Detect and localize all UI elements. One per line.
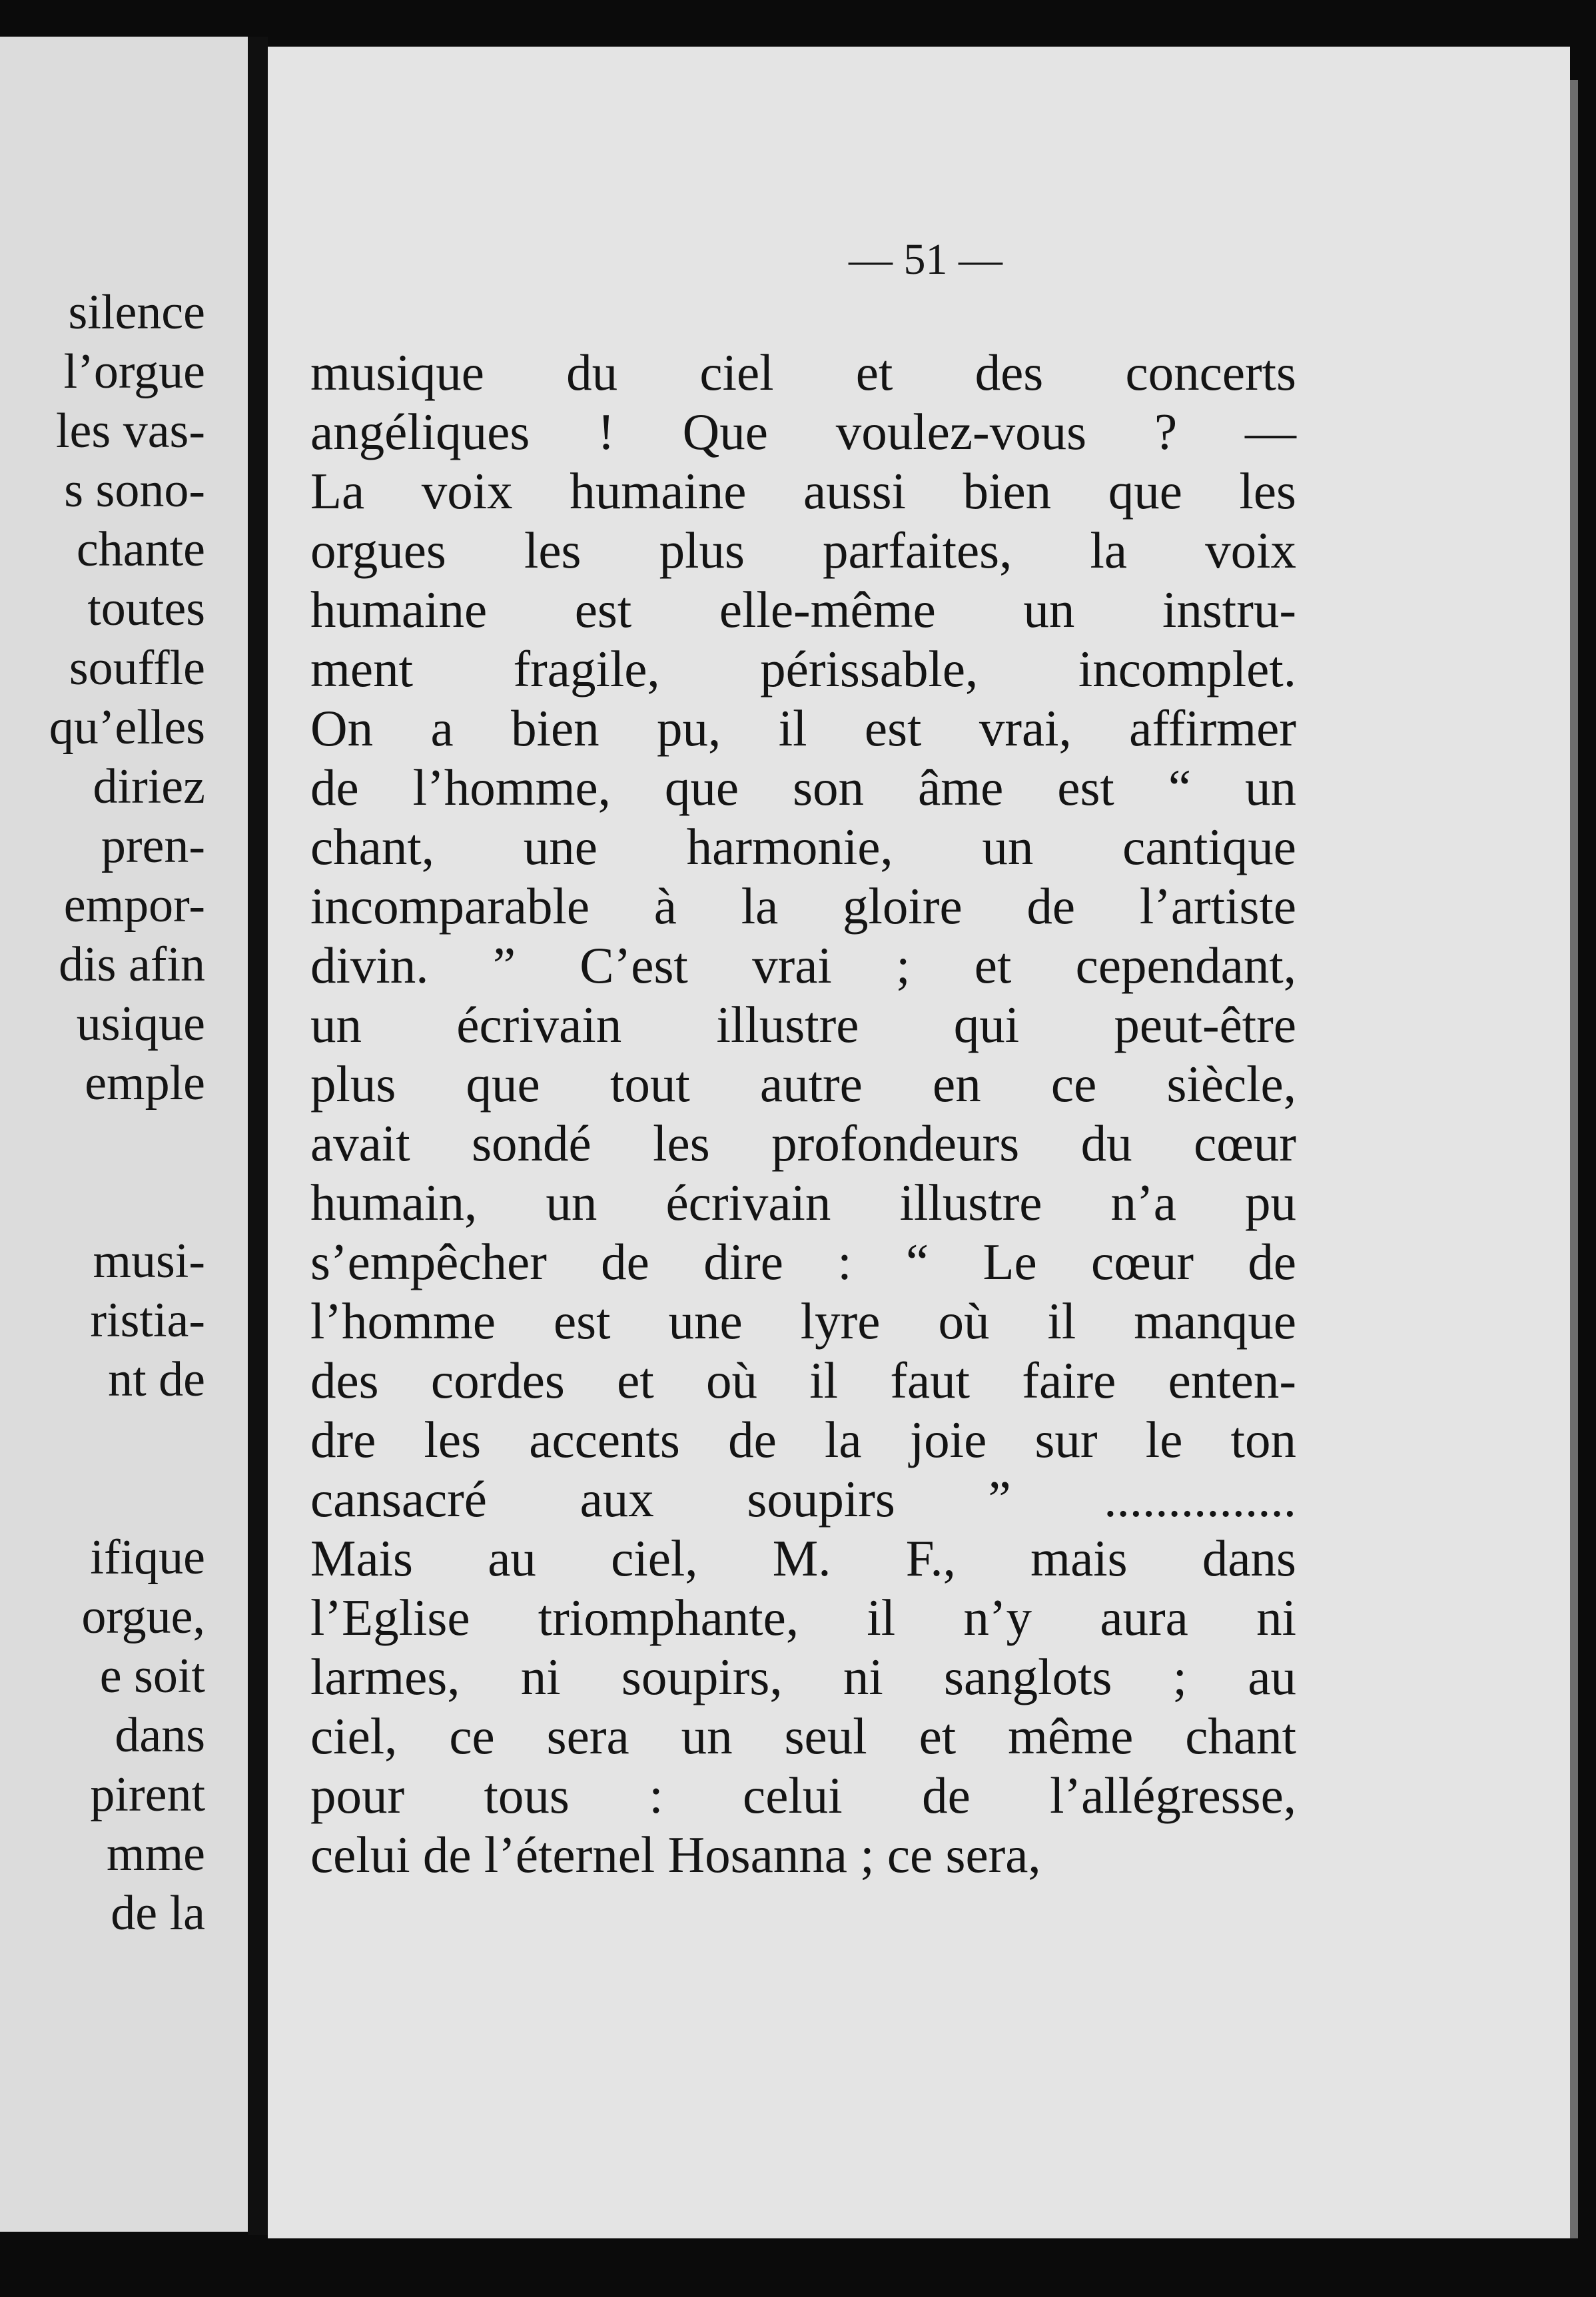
text-line: mme xyxy=(107,1827,205,1881)
text-line: musi- xyxy=(93,1234,205,1288)
facing-page-left xyxy=(0,37,248,2232)
text-line: plus que tout autre en ce siècle, xyxy=(310,1055,1296,1113)
text-line: emple xyxy=(85,1056,205,1111)
text-line: cansacré aux soupirs ” ............... xyxy=(310,1470,1296,1528)
page-edge xyxy=(1570,80,1578,2238)
text-line: celui de l’éternel Hosanna ; ce sera, xyxy=(310,1826,1041,1883)
text-line: nt de xyxy=(108,1352,205,1407)
text-line xyxy=(49,1410,205,1469)
text-line: humaine est elle-même un instru- xyxy=(310,581,1296,638)
text-line: orgues les plus parfaites, la voix xyxy=(310,522,1296,579)
text-line: ifique xyxy=(90,1530,205,1585)
text-line: s’empêcher de dire : “ Le cœur de xyxy=(310,1233,1296,1290)
text-line: humain, un écrivain illustre n’a pu xyxy=(310,1174,1296,1231)
text-line: ment fragile, périssable, incomplet. xyxy=(310,640,1296,697)
text-line xyxy=(49,1113,205,1172)
text-line: s sono- xyxy=(64,463,205,518)
left-page-text xyxy=(49,283,205,1943)
text-line: avait sondé les profondeurs du cœur xyxy=(310,1115,1296,1172)
text-line: l’orgue xyxy=(63,344,205,399)
text-line: e soit xyxy=(99,1649,205,1703)
text-line: chant, une harmonie, un cantique xyxy=(310,818,1296,875)
text-line: un écrivain illustre qui peut-être xyxy=(310,996,1296,1053)
text-line: diriez xyxy=(93,759,205,814)
book-gutter xyxy=(248,37,268,2235)
text-line: pour tous : celui de l’allégresse, xyxy=(310,1767,1296,1824)
text-line: dis afin xyxy=(59,937,205,992)
text-line: On a bien pu, il est vrai, affirmer xyxy=(310,699,1296,757)
text-line: orgue, xyxy=(81,1590,205,1644)
text-line: larmes, ni soupirs, ni sanglots ; au xyxy=(310,1648,1296,1705)
text-line: des cordes et où il faut faire enten- xyxy=(310,1352,1296,1409)
text-line: dans xyxy=(115,1708,205,1763)
page-right xyxy=(268,47,1570,2238)
text-line: l’homme est une lyre où il manque xyxy=(310,1292,1296,1350)
text-line: chante xyxy=(76,522,205,577)
text-line: empor- xyxy=(63,878,205,933)
text-line: ristia- xyxy=(90,1293,205,1348)
text-line xyxy=(49,1469,205,1528)
page-number: — 51 — xyxy=(849,235,1002,284)
text-line: incomparable à la gloire de l’artiste xyxy=(310,877,1296,935)
text-line: divin. ” C’est vrai ; et cependant, xyxy=(310,937,1296,994)
text-line: toutes xyxy=(87,582,205,636)
text-line: qu’elles xyxy=(49,700,205,755)
text-line: musique du ciel et des concerts xyxy=(310,344,1296,401)
page-body-text xyxy=(310,343,1296,1885)
text-line: usique xyxy=(76,997,205,1051)
text-line: dre les accents de la joie sur le ton xyxy=(310,1411,1296,1468)
text-line xyxy=(49,1172,205,1232)
text-line: ciel, ce sera un seul et même chant xyxy=(310,1707,1296,1765)
text-line: silence xyxy=(68,285,205,340)
text-line: Mais au ciel, M. F., mais dans xyxy=(310,1530,1296,1587)
text-line: l’Eglise triomphante, il n’y aura ni xyxy=(310,1589,1296,1646)
text-line: de l’homme, que son âme est “ un xyxy=(310,759,1296,816)
text-line: de la xyxy=(111,1886,205,1941)
text-line: les vas- xyxy=(56,404,205,458)
text-line: pren- xyxy=(101,819,205,873)
text-line: La voix humaine aussi bien que les xyxy=(310,462,1296,520)
text-line: angéliques ! Que voulez-vous ? — xyxy=(310,403,1296,460)
text-line: pirent xyxy=(90,1767,205,1822)
text-line: souffle xyxy=(69,641,205,695)
